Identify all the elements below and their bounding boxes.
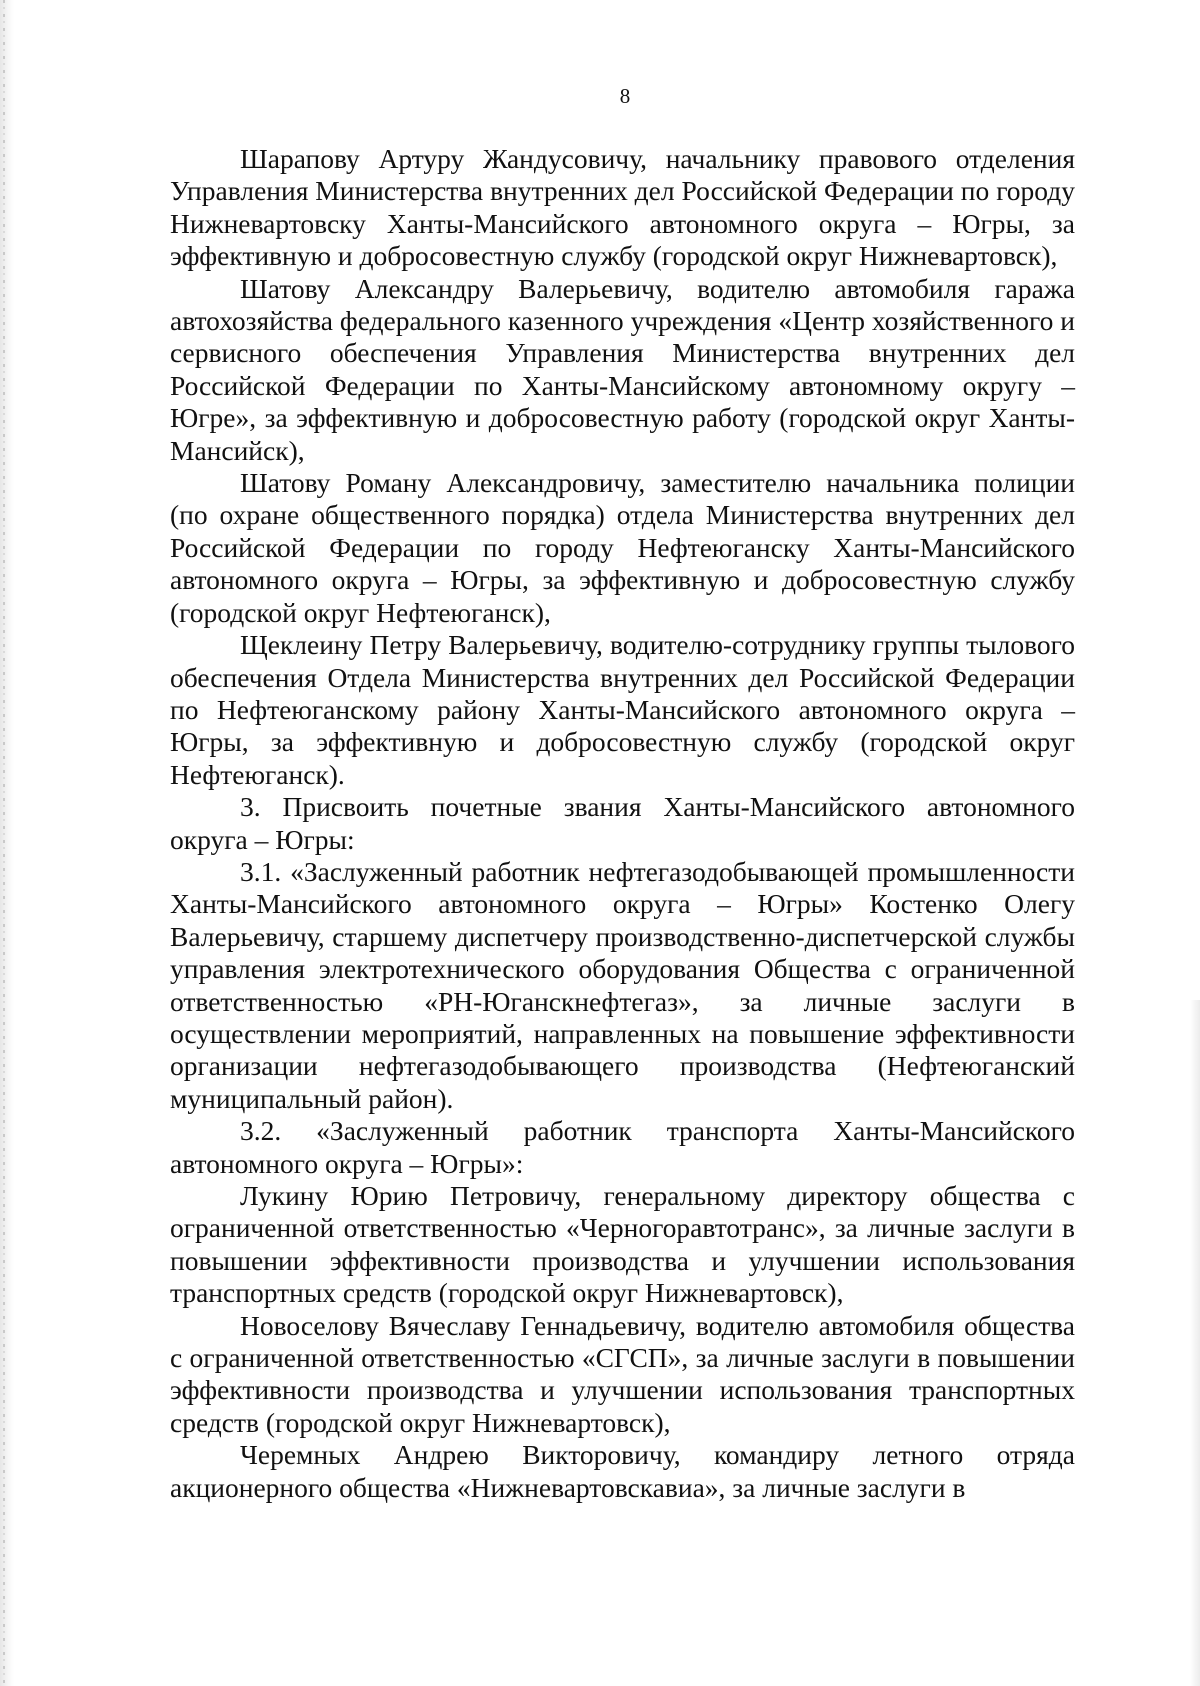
paragraph-novoselov: Новоселову Вячеславу Геннадьевичу, водителю автомобиля общества с ограниченной ответственностью «СГСП», за личные заслуги в повышении эффективности производства и улучшении использования транспортных средств (городской округ Нижневартовск), xyxy=(170,1309,1075,1438)
paragraph-section-3: 3. Присвоить почетные звания Ханты-Мансийского автономного округа – Югры: xyxy=(170,791,1075,855)
scan-left-edge xyxy=(0,0,14,1686)
paragraph-shatov-alexander: Шатову Александру Валерьевичу, водителю автомобиля гаража автохозяйства федерального казенного учреждения «Центр хозяйственного и сервисного обеспечения Управления Министерства внутренних дел Российской Федерации по Ханты-Мансийскому автономному округу – Югре», за эффективную и добросовестную работу (городской округ Ханты-Мансийск), xyxy=(170,272,1075,466)
document-body xyxy=(170,143,1075,1504)
paragraph-shatov-roman: Шатову Роману Александровичу, заместителю начальника полиции (по охране общественного порядка) отдела Министерства внутренних дел Российской Федерации по городу Нефтеюганску Ханты-Мансийского автономного округа – Югры, за эффективную и добросовестную службу (городской округ Нефтеюганск), xyxy=(170,467,1075,628)
paragraph-lukin: Лукину Юрию Петровичу, генеральному директору общества с ограниченной ответственностью «Черногоравтотранс», за личные заслуги в повышении эффективности производства и улучшении использования транспортных средств (городской округ Нижневартовск), xyxy=(170,1180,1075,1309)
paragraph-section-3-1: 3.1. «Заслуженный работник нефтегазодобывающей промышленности Ханты-Мансийского автономного округа – Югры» Костенко Олегу Валерьевичу, старшему диспетчеру производственно-диспетчерской службы управления электротехнического оборудования Общества с ограниченной ответственностью «РН-Юганскнефтегаз», за личные заслуги в осуществлении мероприятий, направленных на повышение эффективности организации нефтегазодобывающего производства (Нефтеюганский муниципальный район). xyxy=(170,855,1075,1114)
paragraph-cheremnykh: Черемных Андрею Викторовичу, командиру летного отряда акционерного общества «Нижневартовскавиа», за личные заслуги в xyxy=(170,1439,1075,1503)
paragraph-section-3-2: 3.2. «Заслуженный работник транспорта Ханты-Мансийского автономного округа – Югры»: xyxy=(170,1115,1075,1179)
page-number: 8 xyxy=(619,84,631,108)
scan-right-edge xyxy=(1190,1000,1200,1686)
paragraph-shchekleyin: Щеклеину Петру Валерьевичу, водителю-сотруднику группы тылового обеспечения Отдела Министерства внутренних дел Российской Федерации по Нефтеюганскому району Ханты-Мансийского автономного округа – Югры, за эффективную и добросовестную службу (городской округ Нефтеюганск). xyxy=(170,629,1075,790)
paragraph-sharapov: Шарапову Артуру Жандусовичу, начальнику правового отделения Управления Министерства внутренних дел Российской Федерации по городу Нижневартовску Ханты-Мансийского автономного округа – Югры, за эффективную и добросовестную службу (городской округ Нижневартовск), xyxy=(170,143,1075,272)
